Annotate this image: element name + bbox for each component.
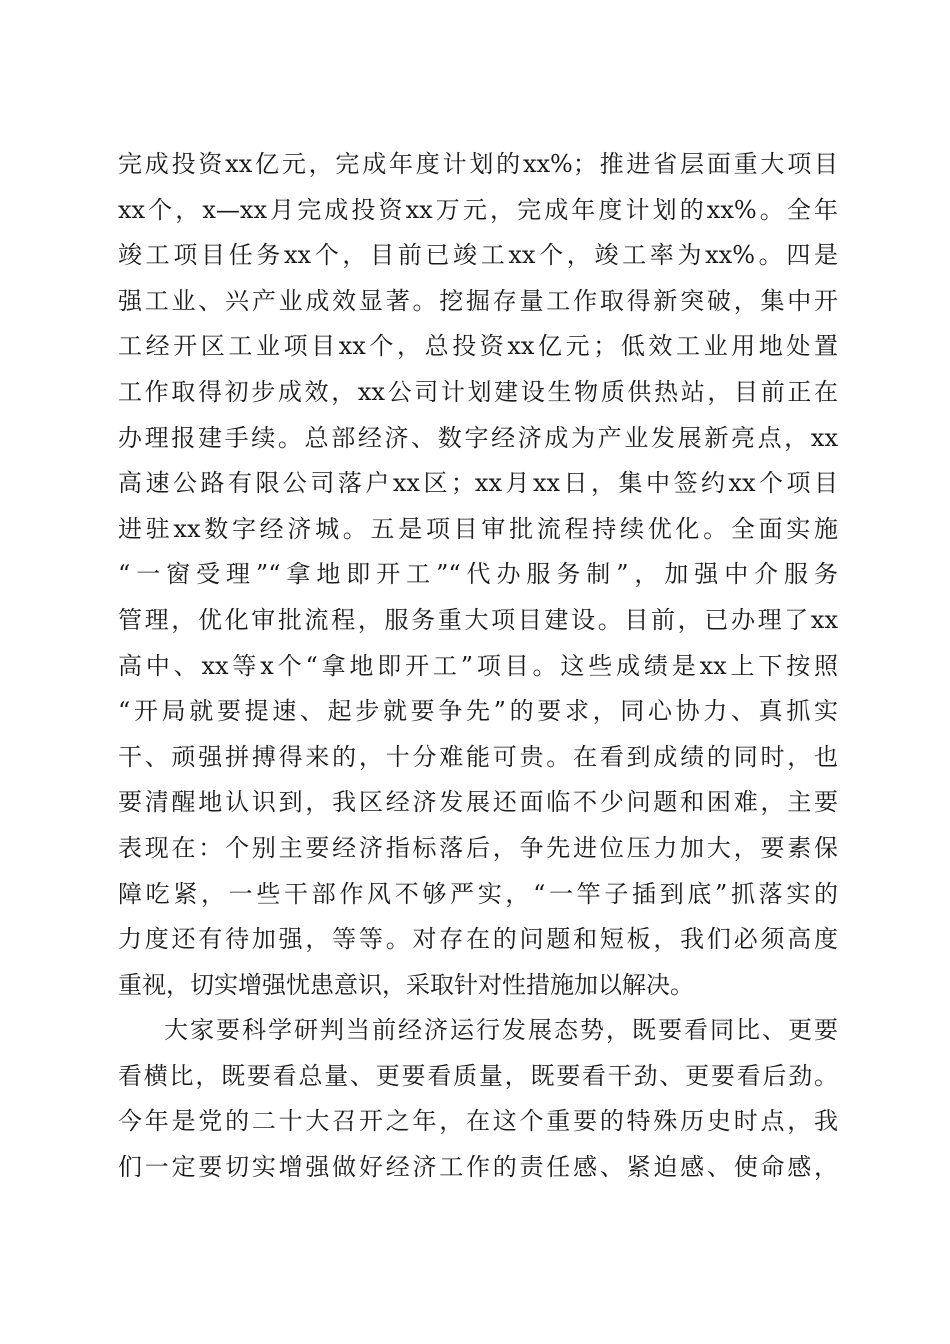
text-line: 表现在：个别主要经济指标落后，争先进位压力加大，要素保 [118,833,838,862]
text-line: 干、顽强拼搏得来的，十分难能可贵。在看到成绩的同时，也 [118,742,838,771]
text-line: 们一定要切实增强做好经济工作的责任感、紧迫感、使命感， [118,1153,838,1182]
text-line: 看横比，既要看总量、更要看质量，既要看干劲、更要看后劲。 [118,1061,838,1090]
paragraph-end-line: 重视，切实增强忧患意识，采取针对性措施加以解决。 [118,970,694,999]
text-line: 障吃紧，一些干部作风不够严实，“一竿子插到底”抓落实的 [118,879,838,908]
text-line: 工作取得初步成效，xx公司计划建设生物质供热站，目前正在 [118,377,838,406]
text-line: 进驻xx数字经济城。五是项目审批流程持续优化。全面实施 [118,514,838,543]
text-line: 工经开区工业项目xx个，总投资xx亿元；低效工业用地处置 [118,332,838,361]
text-line: 完成投资xx亿元，完成年度计划的xx%；推进省层面重大项目 [118,150,838,178]
text-line: 办理报建手续。总部经济、数字经济成为产业发展新亮点，xx [118,423,838,452]
paragraph-start-line: 大家要科学研判当前经济运行发展态势，既要看同比、更要 [164,1016,838,1045]
text-line: 竣工项目任务xx个，目前已竣工xx个，竣工率为xx%。四是 [118,241,838,270]
text-line: 管理，优化审批流程，服务重大项目建设。目前，已办理了xx [118,605,838,634]
text-line: 高中、xx等x个“拿地即开工”项目。这些成绩是xx上下按照 [118,651,838,680]
text-line: “开局就要提速、起步就要争先”的要求，同心协力、真抓实 [118,697,838,726]
body-text [118,142,838,1191]
text-line: 要清醒地认识到，我区经济发展还面临不少问题和困难，主要 [118,788,838,817]
text-line: 高速公路有限公司落户xx区；xx月xx日，集中签约xx个项目 [118,469,838,498]
text-line: “一窗受理”“拿地即开工”“代办服务制”，加强中介服务 [118,560,838,589]
text-line: 力度还有待加强，等等。对存在的问题和短板，我们必须高度 [118,925,838,954]
text-line: xx个，x—xx月完成投资xx万元，完成年度计划的xx%。全年 [118,195,838,224]
text-line: 强工业、兴产业成效显著。挖掘存量工作取得新突破，集中开 [118,286,838,315]
text-line: 今年是党的二十大召开之年，在这个重要的特殊历史时点，我 [118,1107,838,1136]
